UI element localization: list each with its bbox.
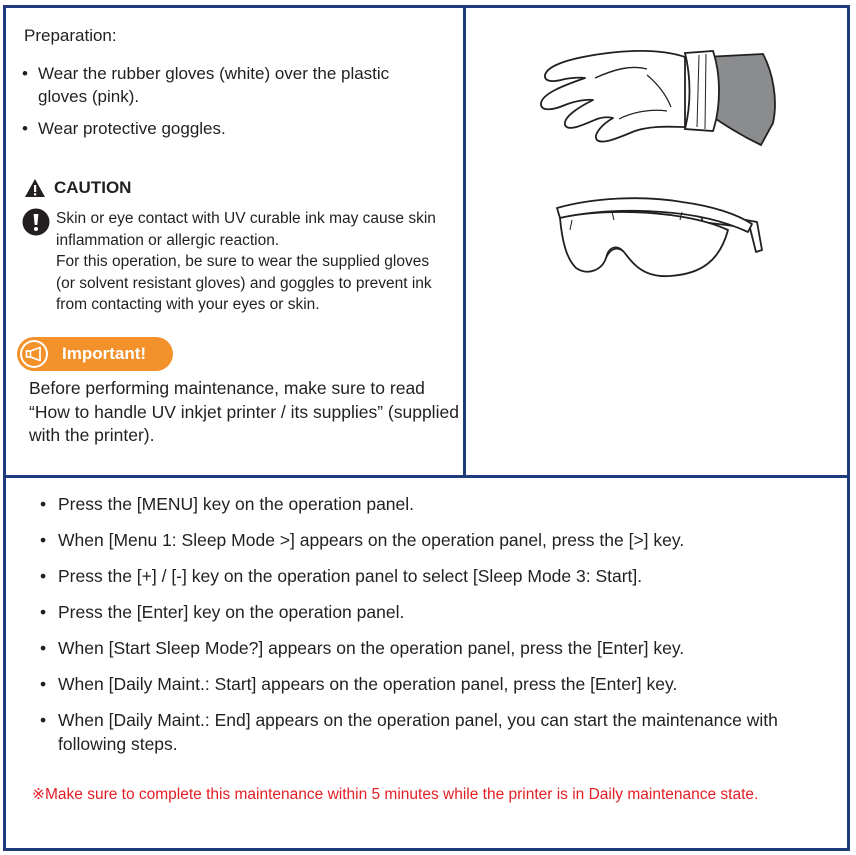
caution-line: from contacting with your eyes or skin. <box>56 296 320 313</box>
important-label: Important! <box>62 344 147 363</box>
bullet-dot: • <box>40 638 47 658</box>
list-item <box>40 565 820 589</box>
bullet-dot: • <box>40 494 47 514</box>
caution-heading <box>24 178 131 198</box>
list-item <box>40 493 820 517</box>
caution-line: inflammation or allergic reaction. <box>56 231 280 249</box>
preparation-title: Preparation: <box>24 26 117 45</box>
important-badge <box>17 337 173 371</box>
preparation-bullet <box>22 117 442 140</box>
caution-line: For this operation, be sure to wear the supplied gloves <box>56 253 430 270</box>
bullet-dot: • <box>22 119 28 138</box>
list-item <box>40 637 820 661</box>
megaphone-icon <box>25 346 43 362</box>
protective-goggles-icon <box>552 190 767 285</box>
bullet-dot: • <box>40 710 47 730</box>
important-text: Before performing maintenance, make sure to read “How to handle UV inkjet printer / its supplies” (supplied with the printer). <box>29 378 459 445</box>
step-text: Press the [+] / [-] key on the operation panel to select [Sleep Mode 3: Start]. <box>58 566 643 586</box>
step-text: Press the [Enter] key on the operation panel. <box>58 602 405 622</box>
caution-line: Skin or eye contact with UV curable ink may cause skin <box>56 210 436 227</box>
list-item <box>40 529 820 553</box>
preparation-bullet <box>22 62 442 108</box>
bullet-text: Wear the rubber gloves (white) over the plastic gloves (pink). <box>38 64 390 106</box>
vertical-divider <box>463 5 466 477</box>
list-item <box>40 709 820 756</box>
bullet-dot: • <box>40 566 47 586</box>
list-item <box>40 601 820 625</box>
exclamation-circle-icon <box>22 208 50 236</box>
bullet-dot: • <box>40 674 47 694</box>
list-item <box>40 673 820 697</box>
time-limit-note: ※Make sure to complete this maintenance within 5 minutes while the printer is in Daily maintenance state. <box>32 786 759 803</box>
step-text: Press the [MENU] key on the operation panel. <box>58 494 415 514</box>
step-text: When [Start Sleep Mode?] appears on the operation panel, press the [Enter] key. <box>58 638 685 658</box>
caution-label: CAUTION <box>54 178 132 197</box>
bullet-dot: • <box>40 530 47 550</box>
warning-triangle-icon <box>24 178 46 198</box>
step-text: When [Menu 1: Sleep Mode >] appears on the operation panel, press the [>] key. <box>58 530 685 550</box>
bullet-dot: • <box>22 64 28 83</box>
step-text: When [Daily Maint.: Start] appears on the operation panel, press the [Enter] key. <box>58 674 678 694</box>
step-text: When [Daily Maint.: End] appears on the operation panel, you can start the maintenance with following steps. <box>58 710 778 754</box>
procedure-steps <box>40 493 820 769</box>
rubber-glove-icon <box>535 45 785 150</box>
bullet-dot: • <box>40 602 47 622</box>
caution-line: (or solvent resistant gloves) and goggles to prevent ink <box>56 274 432 292</box>
horizontal-divider <box>3 475 850 478</box>
caution-body <box>22 208 456 316</box>
bullet-text: Wear protective goggles. <box>38 119 226 138</box>
